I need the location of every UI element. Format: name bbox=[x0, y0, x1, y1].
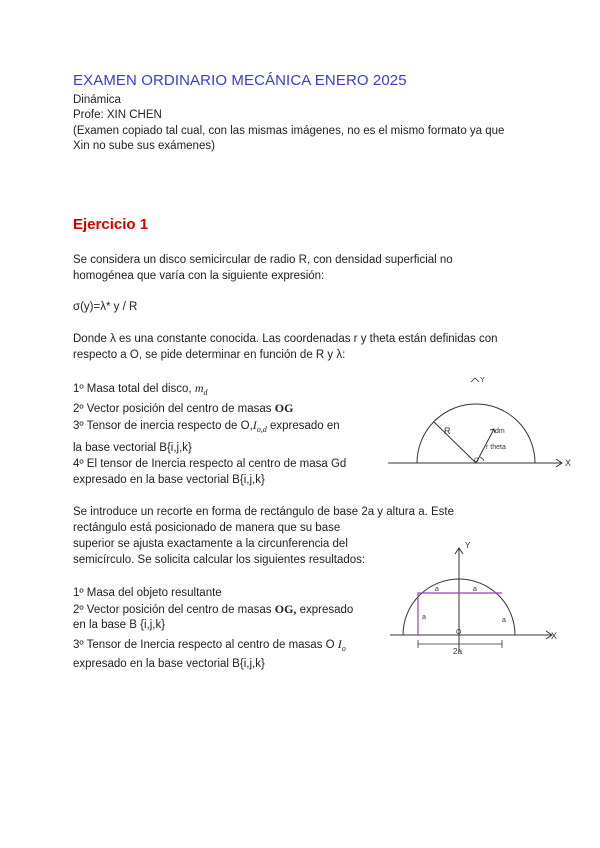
radius-line bbox=[434, 422, 476, 463]
density-formula: σ(y)=λ* y / R bbox=[73, 301, 138, 313]
theta-arc-icon bbox=[480, 457, 484, 461]
intro-line1: Se considera un disco semicircular de radio R, con densidad superficial no bbox=[73, 254, 453, 266]
base-2a-label: 2a bbox=[453, 647, 462, 656]
result-2-line2: en la base B {i,j,k} bbox=[73, 619, 166, 631]
result-2: 2º Vector posición del centro de masas OG, expresado bbox=[73, 602, 354, 616]
r-theta-label: r theta bbox=[486, 444, 506, 451]
exam-note-line1: (Examen copiado tal cual, con las mismas imágenes, no es el mismo formato ya que bbox=[73, 125, 505, 137]
result-1: 1º Masa del objeto resultante bbox=[73, 587, 222, 599]
where-line1: Donde λ es una constante conocida. Las coordenadas r y theta están definidas con bbox=[73, 333, 498, 345]
semicircle-arc bbox=[417, 404, 535, 463]
origin-label: O bbox=[474, 458, 479, 464]
question-4-line2: expresado en la base vectorial B{i,j,k} bbox=[73, 474, 265, 486]
figure-semicircle-disk bbox=[380, 372, 580, 472]
where-line2: respecto a O, se pide determinar en función de R y λ: bbox=[73, 349, 346, 361]
question-1: 1º Masa total del disco, $m_d$ bbox=[73, 381, 208, 397]
exam-professor: Profe: XIN CHEN bbox=[73, 109, 162, 121]
part2-line1: Se introduce un recorte en forma de rectángulo de base 2a y altura a. Este bbox=[73, 506, 455, 518]
exercise-heading: Ejercicio 1 bbox=[73, 216, 149, 233]
right-a-label: a bbox=[502, 617, 506, 624]
exam-subject: Dinámica bbox=[73, 94, 121, 106]
y-axis-label: Y bbox=[465, 541, 471, 550]
x-axis-label: X bbox=[551, 631, 558, 641]
question-2: 2º Vector posición del centro de masas OG bbox=[73, 401, 294, 415]
exam-title: EXAMEN ORDINARIO MECÁNICA ENERO 2025 bbox=[73, 72, 407, 89]
part2-line4: semicírculo. Se solicita calcular los siguientes resultados: bbox=[73, 554, 366, 566]
dm-label: dm bbox=[495, 428, 505, 435]
part2-line3: superior se ajusta exactamente a la circunferencia del bbox=[73, 538, 348, 550]
y-axis-arrow-icon bbox=[471, 378, 479, 382]
question-3: 3º Tensor de inercia respecto de $O,I_{o,d}$ expresado en bbox=[73, 418, 340, 434]
part2-line2: rectángulo está posicionado de manera que su base bbox=[73, 522, 341, 534]
question-4-line1: 4º El tensor de Inercia respecto al centro de masa Gd bbox=[73, 458, 347, 470]
result-3-line2: expresado en la base vectorial B{i,j,k} bbox=[73, 658, 265, 670]
origin-label: O bbox=[456, 629, 462, 636]
top-right-a-label: a bbox=[473, 586, 477, 593]
exam-note-line2: Xin no sube sus exámenes) bbox=[73, 140, 215, 152]
left-a-label: a bbox=[422, 614, 426, 621]
figure-semicircle-with-cutout bbox=[385, 540, 565, 660]
intro-line2: homogénea que varía con la siguiente expresión: bbox=[73, 270, 325, 282]
y-axis-label: Y bbox=[480, 377, 485, 384]
x-axis-label: X bbox=[565, 458, 572, 468]
question-3-line2: la base vectorial B{i,j,k} bbox=[73, 442, 192, 454]
result-3: 3º Tensor de Inercia respecto al centro de masas O $I_o$ bbox=[73, 637, 346, 653]
top-left-a-label: a bbox=[435, 586, 439, 593]
r-label: R bbox=[444, 426, 451, 436]
